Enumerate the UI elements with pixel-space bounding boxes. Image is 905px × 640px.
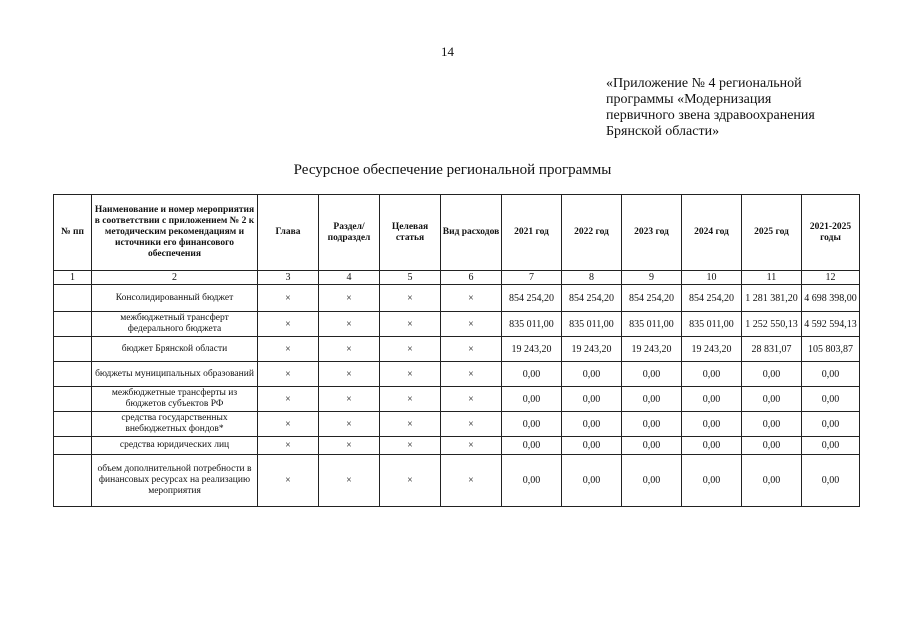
table-row	[54, 437, 860, 455]
header-cell: Целевая статья	[380, 195, 441, 271]
year-2022-cell: 0,00	[562, 387, 622, 412]
vid-cell: ×	[441, 285, 502, 312]
year-2024-cell: 0,00	[682, 455, 742, 507]
column-number: 12	[802, 271, 860, 285]
statya-cell: ×	[380, 337, 441, 362]
total-cell: 0,00	[802, 362, 860, 387]
column-number: 3	[258, 271, 319, 285]
razdel-cell: ×	[319, 362, 380, 387]
column-number-row	[54, 271, 860, 285]
vid-cell: ×	[441, 337, 502, 362]
year-2025-cell: 0,00	[742, 455, 802, 507]
row-number-cell	[54, 362, 92, 387]
column-number: 2	[92, 271, 258, 285]
column-number: 9	[622, 271, 682, 285]
year-2024-cell: 835 011,00	[682, 312, 742, 337]
appendix-line: программы «Модернизация	[606, 92, 772, 107]
year-2021-cell: 0,00	[502, 437, 562, 455]
table-row	[54, 387, 860, 412]
item-name-cell: объем дополнительной потребности в финансовых ресурсах на реализацию мероприятия	[92, 455, 258, 507]
total-cell: 105 803,87	[802, 337, 860, 362]
statya-cell: ×	[380, 455, 441, 507]
item-name-cell: бюджеты муниципальных образований	[92, 362, 258, 387]
razdel-cell: ×	[319, 337, 380, 362]
glava-cell: ×	[258, 412, 319, 437]
item-name-cell: средства юридических лиц	[92, 437, 258, 455]
year-2022-cell: 0,00	[562, 455, 622, 507]
header-cell: Вид расходов	[441, 195, 502, 271]
year-2025-cell: 0,00	[742, 362, 802, 387]
column-number: 6	[441, 271, 502, 285]
razdel-cell: ×	[319, 437, 380, 455]
year-2024-cell: 0,00	[682, 362, 742, 387]
header-cell: 2021 год	[502, 195, 562, 271]
item-name-cell: межбюджетные трансферты из бюджетов субъектов РФ	[92, 387, 258, 412]
header-cell: Наименование и номер мероприятия в соответствии с приложением № 2 к методическим рекомендациям и источники его финансового обеспечения	[92, 195, 258, 271]
appendix-line: первичного звена здравоохранения	[606, 108, 815, 123]
vid-cell: ×	[441, 412, 502, 437]
year-2022-cell: 19 243,20	[562, 337, 622, 362]
year-2023-cell: 0,00	[622, 412, 682, 437]
statya-cell: ×	[380, 437, 441, 455]
document-title: Ресурсное обеспечение региональной программы	[293, 162, 612, 178]
vid-cell: ×	[441, 387, 502, 412]
total-cell: 0,00	[802, 387, 860, 412]
row-number-cell	[54, 455, 92, 507]
year-2021-cell: 835 011,00	[502, 312, 562, 337]
total-cell: 4 592 594,13	[802, 312, 860, 337]
header-cell: Раздел/ подраздел	[319, 195, 380, 271]
glava-cell: ×	[258, 455, 319, 507]
table-row	[54, 412, 860, 437]
total-cell: 0,00	[802, 455, 860, 507]
glava-cell: ×	[258, 337, 319, 362]
year-2022-cell: 835 011,00	[562, 312, 622, 337]
row-number-cell	[54, 437, 92, 455]
vid-cell: ×	[441, 312, 502, 337]
row-number-cell	[54, 387, 92, 412]
header-cell: 2025 год	[742, 195, 802, 271]
year-2021-cell: 0,00	[502, 412, 562, 437]
year-2023-cell: 0,00	[622, 362, 682, 387]
table-body	[54, 271, 860, 507]
year-2022-cell: 0,00	[562, 362, 622, 387]
glava-cell: ×	[258, 312, 319, 337]
year-2025-cell: 0,00	[742, 412, 802, 437]
table-row	[54, 362, 860, 387]
header-cell: 2022 год	[562, 195, 622, 271]
glava-cell: ×	[258, 387, 319, 412]
appendix-line: «Приложение № 4 региональной	[606, 76, 802, 91]
row-number-cell	[54, 337, 92, 362]
razdel-cell: ×	[319, 387, 380, 412]
vid-cell: ×	[441, 362, 502, 387]
header-cell: № пп	[54, 195, 92, 271]
glava-cell: ×	[258, 285, 319, 312]
appendix-line: Брянской области»	[606, 124, 720, 139]
year-2024-cell: 19 243,20	[682, 337, 742, 362]
total-cell: 0,00	[802, 412, 860, 437]
header-cell: 2021-2025 годы	[802, 195, 860, 271]
statya-cell: ×	[380, 387, 441, 412]
resource-table	[53, 194, 860, 507]
year-2023-cell: 835 011,00	[622, 312, 682, 337]
column-number: 1	[54, 271, 92, 285]
razdel-cell: ×	[319, 455, 380, 507]
year-2024-cell: 0,00	[682, 387, 742, 412]
year-2023-cell: 0,00	[622, 437, 682, 455]
year-2021-cell: 0,00	[502, 455, 562, 507]
statya-cell: ×	[380, 362, 441, 387]
year-2022-cell: 0,00	[562, 412, 622, 437]
header-cell: 2023 год	[622, 195, 682, 271]
column-number: 7	[502, 271, 562, 285]
year-2025-cell: 1 281 381,20	[742, 285, 802, 312]
item-name-cell: бюджет Брянской области	[92, 337, 258, 362]
vid-cell: ×	[441, 455, 502, 507]
header-row	[54, 195, 860, 271]
row-number-cell	[54, 312, 92, 337]
table-row	[54, 455, 860, 507]
glava-cell: ×	[258, 362, 319, 387]
glava-cell: ×	[258, 437, 319, 455]
year-2021-cell: 854 254,20	[502, 285, 562, 312]
year-2023-cell: 0,00	[622, 455, 682, 507]
year-2025-cell: 1 252 550,13	[742, 312, 802, 337]
year-2021-cell: 19 243,20	[502, 337, 562, 362]
total-cell: 4 698 398,00	[802, 285, 860, 312]
column-number: 8	[562, 271, 622, 285]
year-2024-cell: 0,00	[682, 412, 742, 437]
appendix-note	[606, 76, 866, 140]
razdel-cell: ×	[319, 412, 380, 437]
page-number: 14	[441, 44, 454, 59]
year-2024-cell: 0,00	[682, 437, 742, 455]
item-name-cell: Консолидированный бюджет	[92, 285, 258, 312]
column-number: 11	[742, 271, 802, 285]
razdel-cell: ×	[319, 285, 380, 312]
year-2023-cell: 19 243,20	[622, 337, 682, 362]
year-2021-cell: 0,00	[502, 387, 562, 412]
table-row	[54, 337, 860, 362]
year-2021-cell: 0,00	[502, 362, 562, 387]
column-number: 5	[380, 271, 441, 285]
statya-cell: ×	[380, 312, 441, 337]
header-cell: 2024 год	[682, 195, 742, 271]
table-row	[54, 312, 860, 337]
row-number-cell	[54, 412, 92, 437]
year-2025-cell: 0,00	[742, 437, 802, 455]
column-number: 4	[319, 271, 380, 285]
year-2025-cell: 28 831,07	[742, 337, 802, 362]
year-2024-cell: 854 254,20	[682, 285, 742, 312]
year-2023-cell: 0,00	[622, 387, 682, 412]
year-2025-cell: 0,00	[742, 387, 802, 412]
total-cell: 0,00	[802, 437, 860, 455]
vid-cell: ×	[441, 437, 502, 455]
item-name-cell: межбюджетный трансферт федерального бюджета	[92, 312, 258, 337]
year-2022-cell: 854 254,20	[562, 285, 622, 312]
razdel-cell: ×	[319, 312, 380, 337]
header-cell: Глава	[258, 195, 319, 271]
statya-cell: ×	[380, 285, 441, 312]
statya-cell: ×	[380, 412, 441, 437]
item-name-cell: средства государственных внебюджетных фондов*	[92, 412, 258, 437]
row-number-cell	[54, 285, 92, 312]
table-row	[54, 285, 860, 312]
column-number: 10	[682, 271, 742, 285]
year-2022-cell: 0,00	[562, 437, 622, 455]
year-2023-cell: 854 254,20	[622, 285, 682, 312]
